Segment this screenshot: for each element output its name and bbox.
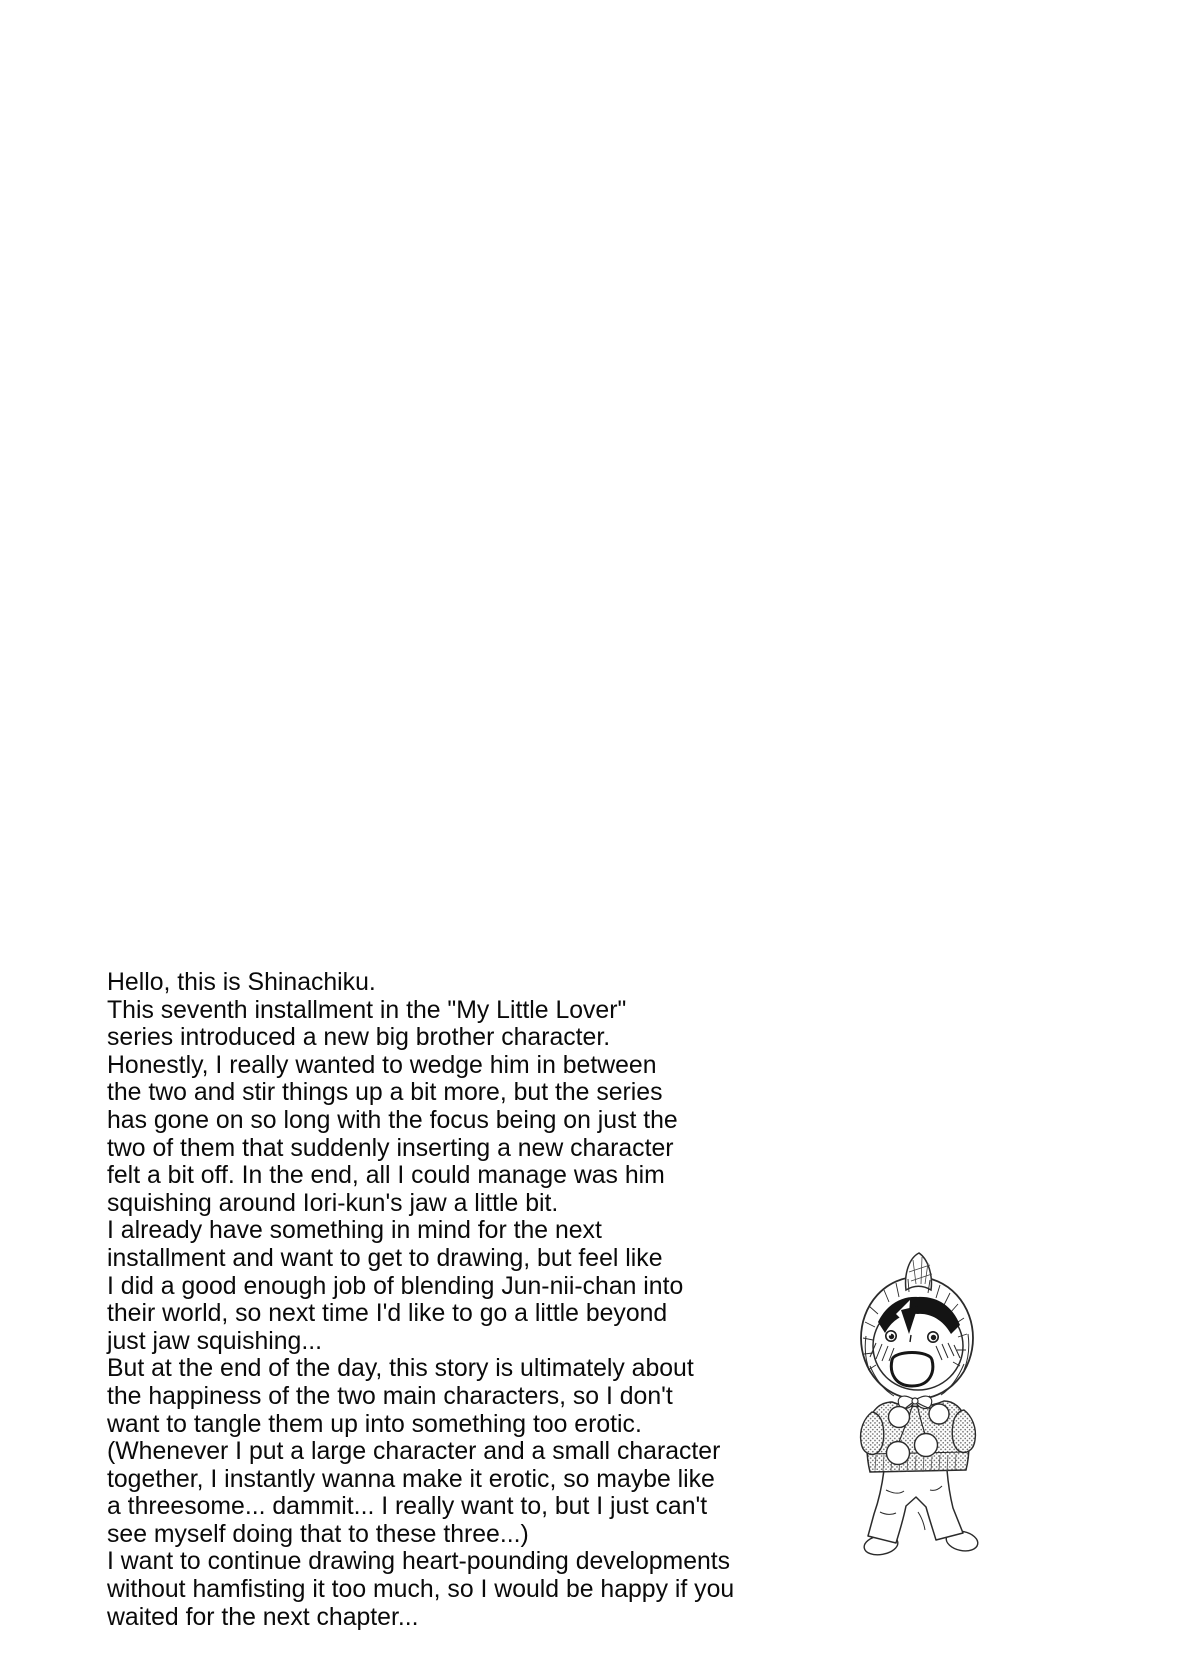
afterword-line: want to tangle them up into something too erotic. (107, 1410, 642, 1438)
afterword-line: has gone on so long with the focus being on just the (107, 1106, 678, 1134)
afterword-line: see myself doing that to these three...) (107, 1520, 529, 1548)
afterword-line: Honestly, I really wanted to wedge him in between (107, 1051, 657, 1079)
afterword-line: a threesome... dammit... I really want to, but I just can't (107, 1493, 708, 1521)
afterword-line: two of them that suddenly inserting a new character (107, 1134, 674, 1162)
afterword-line: I already have something in mind for the next (107, 1217, 602, 1245)
afterword-line: Hello, this is Shinachiku. (107, 969, 376, 996)
afterword-line: the two and stir things up a bit more, but the series (107, 1079, 663, 1107)
afterword-line: But at the end of the day, this story is ultimately about (107, 1355, 694, 1383)
afterword-text-block (107, 969, 787, 1631)
afterword-line: together, I instantly wanna make it erotic, so maybe like (107, 1465, 715, 1493)
afterword-line: their world, so next time I'd like to go a little beyond (107, 1300, 668, 1328)
afterword-line: waited for the next chapter... (107, 1603, 419, 1631)
afterword-line: the happiness of the two main characters, so I don't (107, 1382, 673, 1410)
afterword-line: felt a bit off. In the end, all I could manage was him (107, 1162, 665, 1190)
chibi-author-avatar-illustration (856, 1250, 980, 1564)
afterword-line: (Whenever I put a large character and a small character (107, 1438, 721, 1466)
afterword-line: just jaw squishing... (107, 1327, 323, 1355)
afterword-line: without hamfisting it too much, so I would be happy if you (107, 1576, 735, 1604)
avatar-pants (868, 1470, 963, 1543)
afterword-line: installment and want to get to drawing, but feel like (107, 1244, 663, 1272)
afterword-line: I did a good enough job of blending Jun-nii-chan into (107, 1272, 684, 1300)
afterword-line: I want to continue drawing heart-pounding developments (107, 1548, 731, 1576)
afterword-line: series introduced a new big brother character. (107, 1024, 611, 1052)
chibi-avatar-drawing (856, 1250, 980, 1564)
afterword-line: This seventh installment in the "My Little Lover" (107, 996, 627, 1024)
afterword-line: squishing around Iori-kun's jaw a little bit. (107, 1189, 559, 1217)
